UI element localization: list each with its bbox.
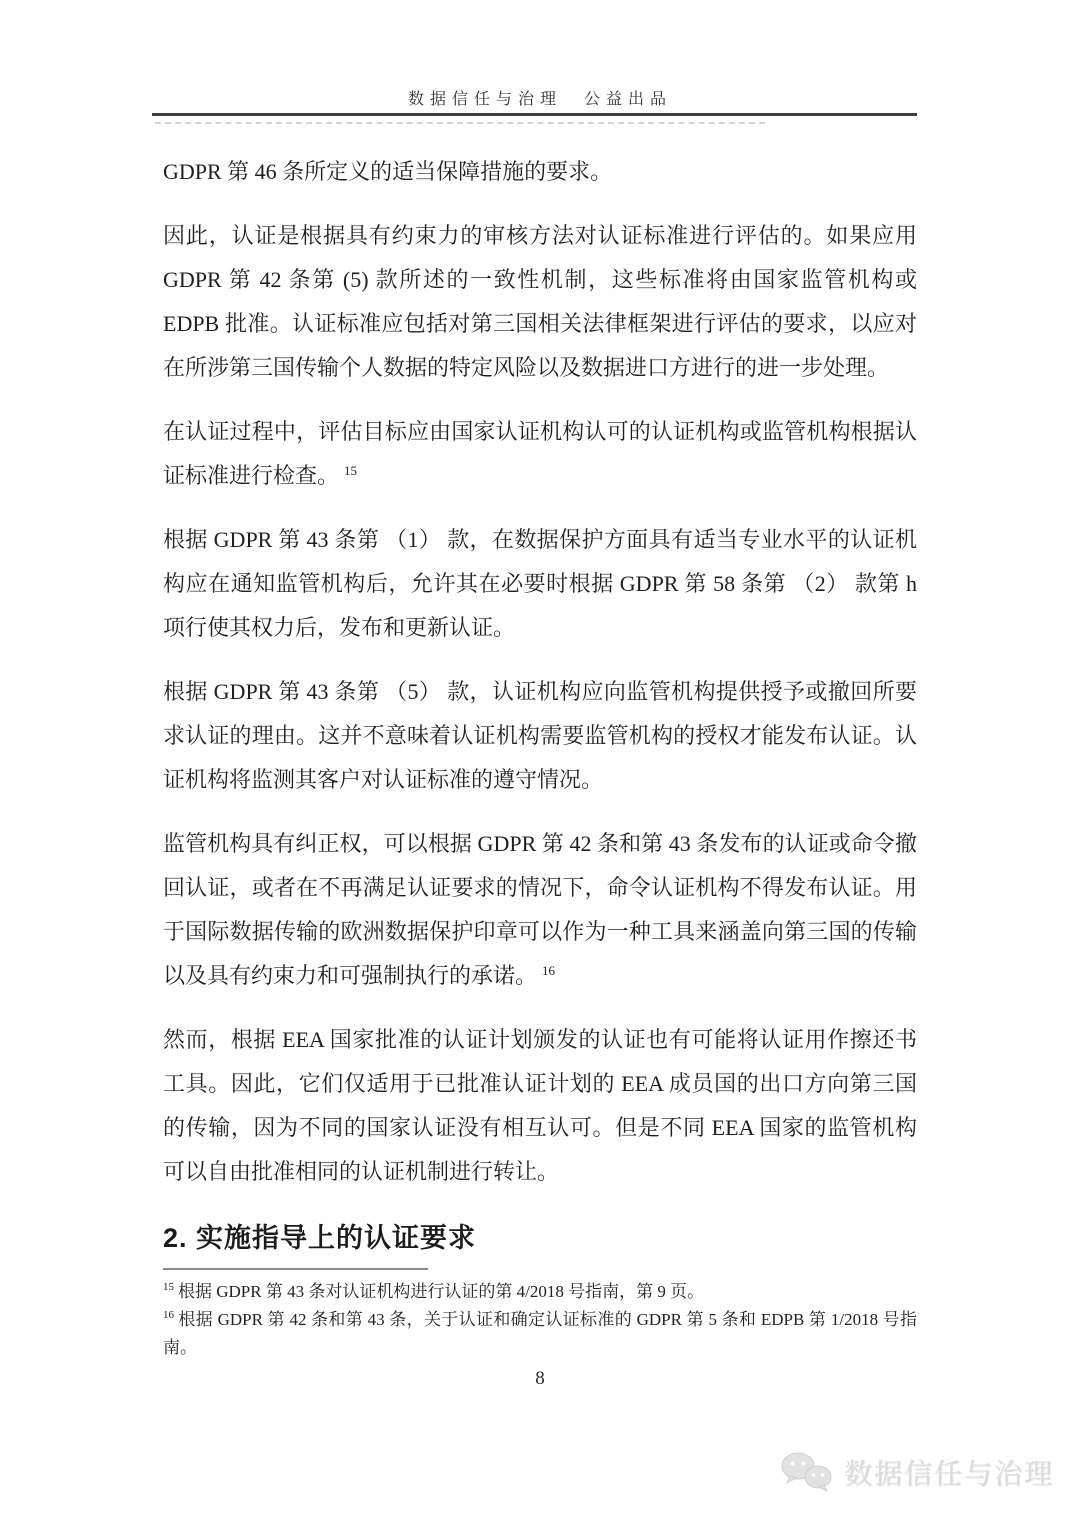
paragraph-text: 根据 GDPR 第 43 条第 （5） 款，认证机构应向监管机构提供授予或撤回所要求认证的理由。这并不意味着认证机构需要监管机构的授权才能发布认证。认证机构将监测其客户对认证标准的遵守情况。 [163,679,917,792]
body-paragraph [163,670,917,802]
footnote-text: 根据 GDPR 第 43 条对认证机构进行认证的第 4/2018 号指南，第 9 页。 [178,1282,705,1301]
watermark-label: 数据信任与治理 [843,1459,1054,1490]
wechat-icon [780,1450,834,1494]
footnotes [163,1268,917,1362]
footnote-16 [163,1306,917,1362]
body-paragraph [163,214,917,390]
header-rule-scan-artifact [155,122,765,124]
section-heading: 2. 实施指导上的认证要求 [163,1223,477,1253]
footnote-ref-16: 16 [542,962,556,978]
body-paragraph [163,410,917,498]
paragraph-text: 在认证过程中，评估目标应由国家认证机构认可的认证机构或监管机构根据认证标准进行检查。 [163,419,917,488]
footnote-marker: 15 [163,1281,174,1294]
footnote-marker: 16 [163,1309,174,1322]
paragraph-text: 根据 GDPR 第 43 条第 （1） 款，在数据保护方面具有适当专业水平的认证机构应在通知监管机构后，允许其在必要时根据 GDPR 第 58 条第 （2） 款第 h 项行使其权力后，发布和更新认证。 [163,527,917,640]
paragraph-text: 然而，根据 EEA 国家批准的认证计划颁发的认证也有可能将认证用作擦还书工具。因此，它们仅适用于已批准认证计划的 EEA 成员国的出口方向第三国的传输，因为不同的国家认证没有相互认可。但是不同 EEA 国家的监管机构可以自由批准相同的认证机制进行转让。 [163,1027,917,1184]
footnote-separator [163,1268,428,1270]
body-paragraph [163,822,917,998]
page-number: 8 [535,1368,545,1389]
body-paragraph [163,1018,917,1194]
header-rule [152,113,917,116]
document-body [163,150,917,1255]
paragraph-text: GDPR 第 46 条所定义的适当保障措施的要求。 [163,159,613,184]
footnote-15 [163,1278,917,1306]
paragraph-text: 因此，认证是根据具有约束力的审核方法对认证标准进行评估的。如果应用 GDPR 第 42 条第 (5) 款所述的一致性机制，这些标准将由国家监管机构或 EDPB 批准。认证标准应包括对第三国相关法律框架进行评估的要求，以应对在所涉第三国传输个人数据的特定风险以及数据进口方进行的进一步处理。 [163,223,917,380]
header-title: 数据信任与治理 公益出品 [407,91,672,108]
watermark [780,1450,1054,1494]
body-paragraph [163,150,917,194]
footnote-ref-15: 15 [344,462,358,478]
paragraph-text: 监管机构具有纠正权，可以根据 GDPR 第 42 条和第 43 条发布的认证或命令撤回认证，或者在不再满足认证要求的情况下，命令认证机构不得发布认证。用于国际数据传输的欧洲数据保护印章可以作为一种工具来涵盖向第三国的传输以及具有约束力和可强制执行的承诺。 [163,831,917,988]
footnote-text: 根据 GDPR 第 42 条和第 43 条，关于认证和确定认证标准的 GDPR 第 5 条和 EDPB 第 1/2018 号指南。 [163,1310,917,1357]
body-paragraph [163,518,917,650]
